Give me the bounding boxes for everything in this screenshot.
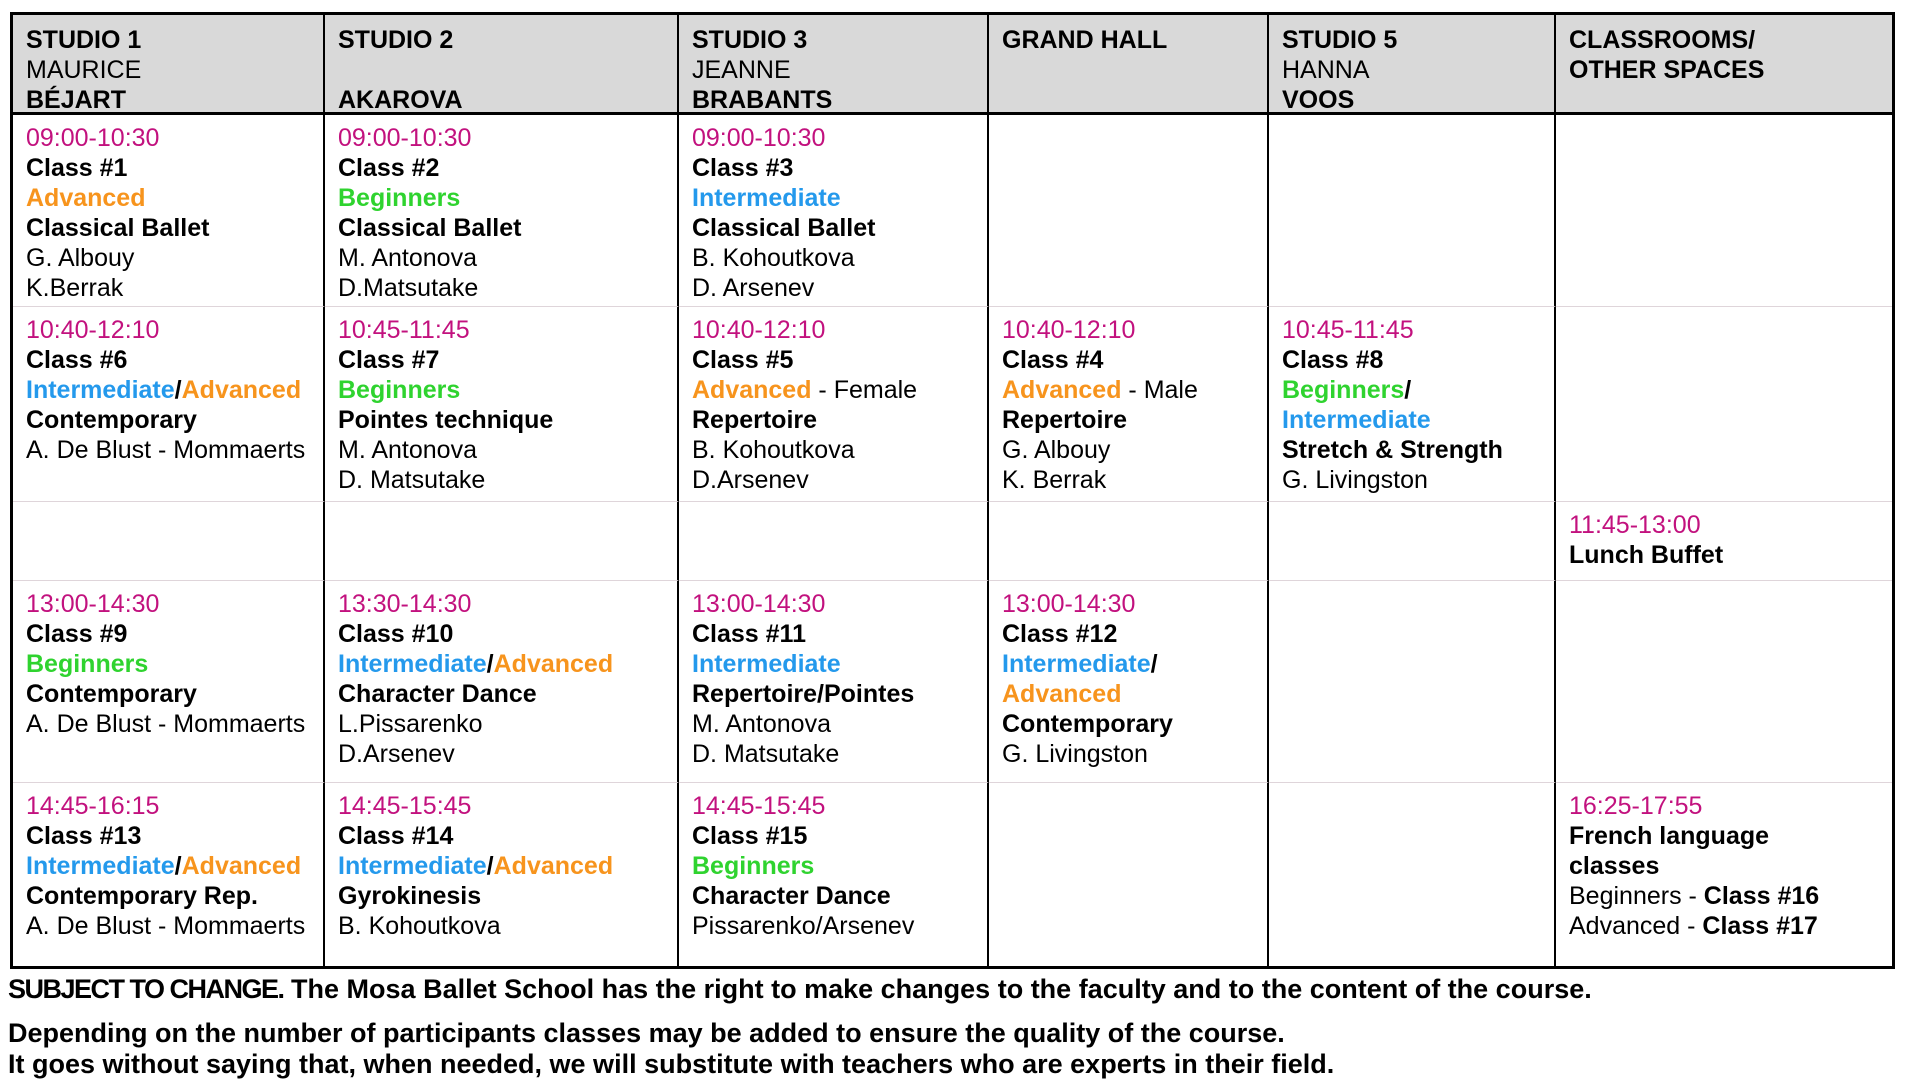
teacher-name — [692, 465, 975, 495]
level-label — [338, 851, 665, 881]
teacher-name — [338, 273, 665, 303]
subject-label — [1569, 821, 1880, 851]
text-segment: 09:00-10:30 — [692, 124, 826, 152]
room-subtitle — [26, 85, 311, 115]
time-range — [692, 123, 975, 153]
text-segment: 10:45-11:45 — [338, 316, 470, 344]
cell-grand-hall-r2 — [989, 307, 1269, 502]
subject-label — [692, 881, 975, 911]
level-label — [1002, 649, 1255, 679]
text-segment: Pointes technique — [338, 406, 554, 434]
cell-grand-hall-r4 — [989, 783, 1269, 966]
teacher-name — [692, 273, 975, 303]
text-segment: 14:45-15:45 — [338, 792, 472, 820]
class-number — [26, 153, 311, 183]
text-segment: Lunch Buffet — [1569, 541, 1724, 569]
room-title — [1282, 25, 1542, 55]
text-segment: K. Berrak — [1002, 466, 1107, 494]
class-number — [692, 345, 975, 375]
class-number — [26, 821, 311, 851]
footer-notes — [8, 974, 1908, 1080]
level-label — [338, 375, 665, 405]
level-label — [1282, 405, 1542, 435]
teacher-name — [692, 243, 975, 273]
class-number — [1002, 619, 1255, 649]
teacher-name — [1002, 465, 1255, 495]
text-segment: STUDIO 2 — [338, 26, 454, 54]
teacher-name — [338, 709, 665, 739]
footer-disclaimer-line1 — [8, 974, 1908, 1005]
text-segment: / — [174, 376, 182, 404]
teacher-name — [26, 435, 311, 465]
text-segment: Class #15 — [692, 822, 808, 850]
time-range — [338, 589, 665, 619]
room-title — [1569, 55, 1880, 85]
cell-studio-2-r1 — [325, 115, 679, 307]
text-segment: Advanced — [1002, 376, 1122, 404]
room-title — [692, 25, 975, 55]
cell-classrooms-r2 — [1556, 307, 1892, 502]
text-segment: classes — [1569, 852, 1660, 880]
class-option — [1569, 911, 1880, 941]
subject-label — [692, 405, 975, 435]
subject-label — [26, 213, 311, 243]
text-segment: Advanced — [181, 376, 302, 404]
cell-studio-2-r4 — [325, 783, 679, 966]
text-segment: 10:45-11:45 — [1282, 316, 1414, 344]
text-segment: STUDIO 5 — [1282, 26, 1398, 54]
cell-classrooms-r3 — [1556, 581, 1892, 783]
text-segment: K.Berrak — [26, 274, 124, 302]
time-range — [338, 315, 665, 345]
text-segment: 13:00-14:30 — [26, 590, 160, 618]
text-segment: French language — [1569, 822, 1770, 850]
text-segment: Class #7 — [338, 346, 440, 374]
text-segment: 10:40-12:10 — [1002, 316, 1136, 344]
text-segment: Advanced — [493, 852, 614, 880]
room-subtitle — [1282, 55, 1542, 85]
text-segment: Contemporary — [26, 406, 197, 434]
level-label — [1002, 375, 1255, 405]
text-segment: JEANNE — [692, 56, 791, 84]
text-segment: B. Kohoutkova — [338, 912, 501, 940]
teacher-name — [692, 435, 975, 465]
text-segment: CLASSROOMS/ — [1569, 26, 1756, 54]
text-segment: D. Matsutake — [338, 466, 486, 494]
text-segment: M. Antonova — [338, 244, 477, 272]
footer-participants-note: Depending on the number of participants classes may be added to ensure the quality of the course. — [8, 1018, 1285, 1048]
cell-studio-5-r2 — [1269, 307, 1556, 502]
text-segment: STUDIO 1 — [26, 26, 142, 54]
text-segment: / — [486, 852, 494, 880]
cell-classrooms-r4 — [1556, 783, 1892, 966]
text-segment: Advanced - — [1569, 912, 1703, 940]
teacher-name — [26, 273, 311, 303]
text-segment: / — [1404, 376, 1412, 404]
level-label — [1282, 375, 1542, 405]
column-header-studio-1 — [13, 15, 325, 115]
text-segment: Class #13 — [26, 822, 142, 850]
time-range — [338, 123, 665, 153]
text-segment: L.Pissarenko — [338, 710, 483, 738]
room-title — [1002, 25, 1255, 55]
teacher-name — [338, 911, 665, 941]
cell-studio-2-r2 — [325, 307, 679, 502]
room-title — [1569, 25, 1880, 55]
class-number — [692, 821, 975, 851]
text-segment: Advanced — [26, 184, 146, 212]
text-segment: Class #16 — [1703, 882, 1820, 910]
cell-classrooms-lunch — [1556, 502, 1892, 581]
text-segment: M. Antonova — [692, 710, 831, 738]
text-segment: - Male — [1121, 376, 1198, 404]
text-segment: Intermediate — [338, 650, 487, 678]
text-segment: 13:30-14:30 — [338, 590, 472, 618]
text-segment: Class #4 — [1002, 346, 1104, 374]
text-segment: D.Arsenev — [338, 740, 455, 768]
text-segment: D. Matsutake — [692, 740, 840, 768]
subject-label — [338, 213, 665, 243]
class-number — [338, 153, 665, 183]
text-segment: OTHER SPACES — [1569, 56, 1765, 84]
teacher-name — [1282, 465, 1542, 495]
text-segment: D. Arsenev — [692, 274, 815, 302]
teacher-name — [338, 739, 665, 769]
text-segment: Classical Ballet — [26, 214, 210, 242]
text-segment: 09:00-10:30 — [26, 124, 160, 152]
level-label — [692, 851, 975, 881]
text-segment: Class #2 — [338, 154, 440, 182]
text-segment: Advanced — [493, 650, 614, 678]
text-segment: Intermediate — [338, 852, 487, 880]
text-segment: Class #17 — [1702, 912, 1818, 940]
subject-label — [692, 213, 975, 243]
text-segment: Class #6 — [26, 346, 128, 374]
room-subtitle — [1282, 85, 1542, 115]
column-header-studio-5 — [1269, 15, 1556, 115]
cell-studio-3-r3 — [679, 581, 989, 783]
level-label — [338, 183, 665, 213]
text-segment: Character Dance — [692, 882, 891, 910]
time-range — [26, 315, 311, 345]
teacher-name — [692, 911, 975, 941]
text-segment: A. De Blust - Mommaerts — [26, 436, 306, 464]
class-number — [1282, 345, 1542, 375]
room-subtitle — [338, 85, 665, 115]
text-segment: M. Antonova — [338, 436, 477, 464]
time-range — [692, 589, 975, 619]
text-segment: Intermediate — [26, 852, 175, 880]
text-segment: BRABANTS — [692, 86, 833, 114]
text-segment: Beginners — [338, 376, 461, 404]
level-label — [26, 649, 311, 679]
subject-label — [1002, 405, 1255, 435]
text-segment: 14:45-15:45 — [692, 792, 826, 820]
level-label — [1002, 679, 1255, 709]
cell-grand-hall-r3 — [989, 581, 1269, 783]
cell-studio-5-r4 — [1269, 783, 1556, 966]
text-segment: Intermediate — [26, 376, 175, 404]
cell-studio-1-r2 — [13, 307, 325, 502]
text-segment: AKAROVA — [338, 86, 463, 114]
level-label — [338, 649, 665, 679]
level-label — [26, 375, 311, 405]
teacher-name — [1002, 435, 1255, 465]
time-range — [1569, 791, 1880, 821]
class-number — [26, 619, 311, 649]
room-subtitle — [26, 55, 311, 85]
footer-rights-note: The Mosa Ballet School has the right to make changes to the faculty and to the content of the course. — [283, 974, 1592, 1004]
text-segment: Class #9 — [26, 620, 128, 648]
subject-label — [1282, 435, 1542, 465]
text-segment: STUDIO 3 — [692, 26, 808, 54]
text-segment: / — [174, 852, 182, 880]
room-subtitle — [692, 85, 975, 115]
class-number — [338, 821, 665, 851]
text-segment: Class #5 — [692, 346, 794, 374]
time-range — [338, 791, 665, 821]
cell-grand-hall-lunch — [989, 502, 1269, 581]
time-range — [26, 589, 311, 619]
text-segment: HANNA — [1282, 56, 1370, 84]
column-header-grand-hall — [989, 15, 1269, 115]
text-segment: MAURICE — [26, 56, 142, 84]
text-segment: Repertoire/Pointes — [692, 680, 915, 708]
text-segment: Advanced — [1002, 680, 1122, 708]
class-number — [26, 345, 311, 375]
teacher-name — [338, 465, 665, 495]
text-segment: Class #12 — [1002, 620, 1118, 648]
cell-studio-2-r3 — [325, 581, 679, 783]
class-number — [338, 345, 665, 375]
class-number — [338, 619, 665, 649]
time-range — [26, 123, 311, 153]
text-segment: Character Dance — [338, 680, 537, 708]
text-segment: Classical Ballet — [692, 214, 876, 242]
footer-disclaimer-line2 — [8, 1018, 1908, 1080]
text-segment: BÉJART — [26, 86, 127, 114]
time-range — [692, 315, 975, 345]
teacher-name — [1002, 739, 1255, 769]
text-segment: Beginners — [1282, 376, 1405, 404]
cell-studio-5-r3 — [1269, 581, 1556, 783]
text-segment: 10:40-12:10 — [692, 316, 826, 344]
text-segment: Pissarenko/Arsenev — [692, 912, 915, 940]
class-number — [692, 619, 975, 649]
footer-subject-to-change: SUBJECT TO CHANGE. — [8, 974, 284, 1004]
time-range — [1002, 315, 1255, 345]
text-segment: Intermediate — [692, 184, 841, 212]
time-range — [1569, 510, 1880, 540]
cell-studio-5-lunch — [1269, 502, 1556, 581]
text-segment: B. Kohoutkova — [692, 244, 855, 272]
text-segment: 10:40-12:10 — [26, 316, 160, 344]
subject-label — [1569, 851, 1880, 881]
text-segment: 16:25-17:55 — [1569, 792, 1703, 820]
text-segment: 09:00-10:30 — [338, 124, 472, 152]
text-segment: Gyrokinesis — [338, 882, 482, 910]
cell-studio-1-r1 — [13, 115, 325, 307]
teacher-name — [26, 911, 311, 941]
cell-studio-3-r1 — [679, 115, 989, 307]
column-header-classrooms — [1556, 15, 1892, 115]
room-title — [338, 25, 665, 55]
text-segment: Classical Ballet — [338, 214, 522, 242]
text-segment: Contemporary — [1002, 710, 1173, 738]
time-range — [1002, 589, 1255, 619]
text-segment: Intermediate — [1002, 650, 1151, 678]
class-number — [1002, 345, 1255, 375]
text-segment: 13:00-14:30 — [1002, 590, 1136, 618]
text-segment: Class #1 — [26, 154, 128, 182]
text-segment: - Female — [811, 376, 918, 404]
text-segment: G. Albouy — [26, 244, 135, 272]
column-header-studio-2 — [325, 15, 679, 115]
teacher-name — [338, 243, 665, 273]
subject-label — [26, 881, 311, 911]
text-segment: GRAND HALL — [1002, 26, 1168, 54]
cell-studio-1-lunch — [13, 502, 325, 581]
subject-label — [338, 881, 665, 911]
time-range — [26, 791, 311, 821]
text-segment: Class #10 — [338, 620, 454, 648]
text-segment: 14:45-16:15 — [26, 792, 160, 820]
cell-studio-3-r4 — [679, 783, 989, 966]
text-segment: Contemporary Rep. — [26, 882, 258, 910]
subject-label — [26, 405, 311, 435]
teacher-name — [692, 709, 975, 739]
text-segment: VOOS — [1282, 86, 1355, 114]
weekly-schedule-table — [10, 12, 1895, 969]
level-label — [692, 649, 975, 679]
text-segment: Intermediate — [1282, 406, 1431, 434]
text-segment: A. De Blust - Mommaerts — [26, 710, 306, 738]
teacher-name — [26, 243, 311, 273]
cell-grand-hall-r1 — [989, 115, 1269, 307]
class-option — [1569, 881, 1880, 911]
event-name — [1569, 540, 1880, 570]
level-label — [26, 851, 311, 881]
column-header-studio-3 — [679, 15, 989, 115]
text-segment: 11:45-13:00 — [1569, 511, 1701, 539]
time-range — [692, 791, 975, 821]
text-segment: G. Albouy — [1002, 436, 1111, 464]
text-segment: A. De Blust - Mommaerts — [26, 912, 306, 940]
text-segment: Beginners - — [1569, 882, 1704, 910]
cell-studio-3-r2 — [679, 307, 989, 502]
level-label — [692, 183, 975, 213]
teacher-name — [692, 739, 975, 769]
room-title — [26, 25, 311, 55]
cell-studio-2-lunch — [325, 502, 679, 581]
text-segment: Advanced — [181, 852, 302, 880]
text-segment: B. Kohoutkova — [692, 436, 855, 464]
cell-studio-1-r3 — [13, 581, 325, 783]
text-segment: Repertoire — [1002, 406, 1128, 434]
class-number — [692, 153, 975, 183]
text-segment: Contemporary — [26, 680, 197, 708]
cell-studio-5-r1 — [1269, 115, 1556, 307]
text-segment: Advanced — [692, 376, 812, 404]
subject-label — [692, 679, 975, 709]
room-subtitle — [338, 55, 665, 85]
cell-classrooms-r1 — [1556, 115, 1892, 307]
text-segment: D.Arsenev — [692, 466, 809, 494]
subject-label — [338, 679, 665, 709]
text-segment: Beginners — [26, 650, 149, 678]
text-segment: Class #14 — [338, 822, 454, 850]
text-segment: Repertoire — [692, 406, 818, 434]
text-segment: Class #8 — [1282, 346, 1384, 374]
subject-label — [338, 405, 665, 435]
subject-label — [26, 679, 311, 709]
teacher-name — [338, 435, 665, 465]
text-segment: Class #3 — [692, 154, 794, 182]
cell-studio-1-r4 — [13, 783, 325, 966]
subject-label — [1002, 709, 1255, 739]
text-segment: / — [486, 650, 494, 678]
text-segment: Beginners — [692, 852, 815, 880]
text-segment: G. Livingston — [1282, 466, 1428, 494]
text-segment: 13:00-14:30 — [692, 590, 826, 618]
text-segment: Beginners — [338, 184, 461, 212]
teacher-name — [26, 709, 311, 739]
text-segment: Class #11 — [692, 620, 806, 648]
text-segment: Intermediate — [692, 650, 841, 678]
time-range — [1282, 315, 1542, 345]
room-subtitle — [692, 55, 975, 85]
text-segment: / — [1150, 650, 1158, 678]
level-label — [692, 375, 975, 405]
text-segment: D.Matsutake — [338, 274, 479, 302]
text-segment: Stretch & Strength — [1282, 436, 1503, 464]
cell-studio-3-lunch — [679, 502, 989, 581]
footer-substitute-note: It goes without saying that, when needed, we will substitute with teachers who are experts in their field. — [8, 1049, 1335, 1079]
text-segment: G. Livingston — [1002, 740, 1148, 768]
level-label — [26, 183, 311, 213]
